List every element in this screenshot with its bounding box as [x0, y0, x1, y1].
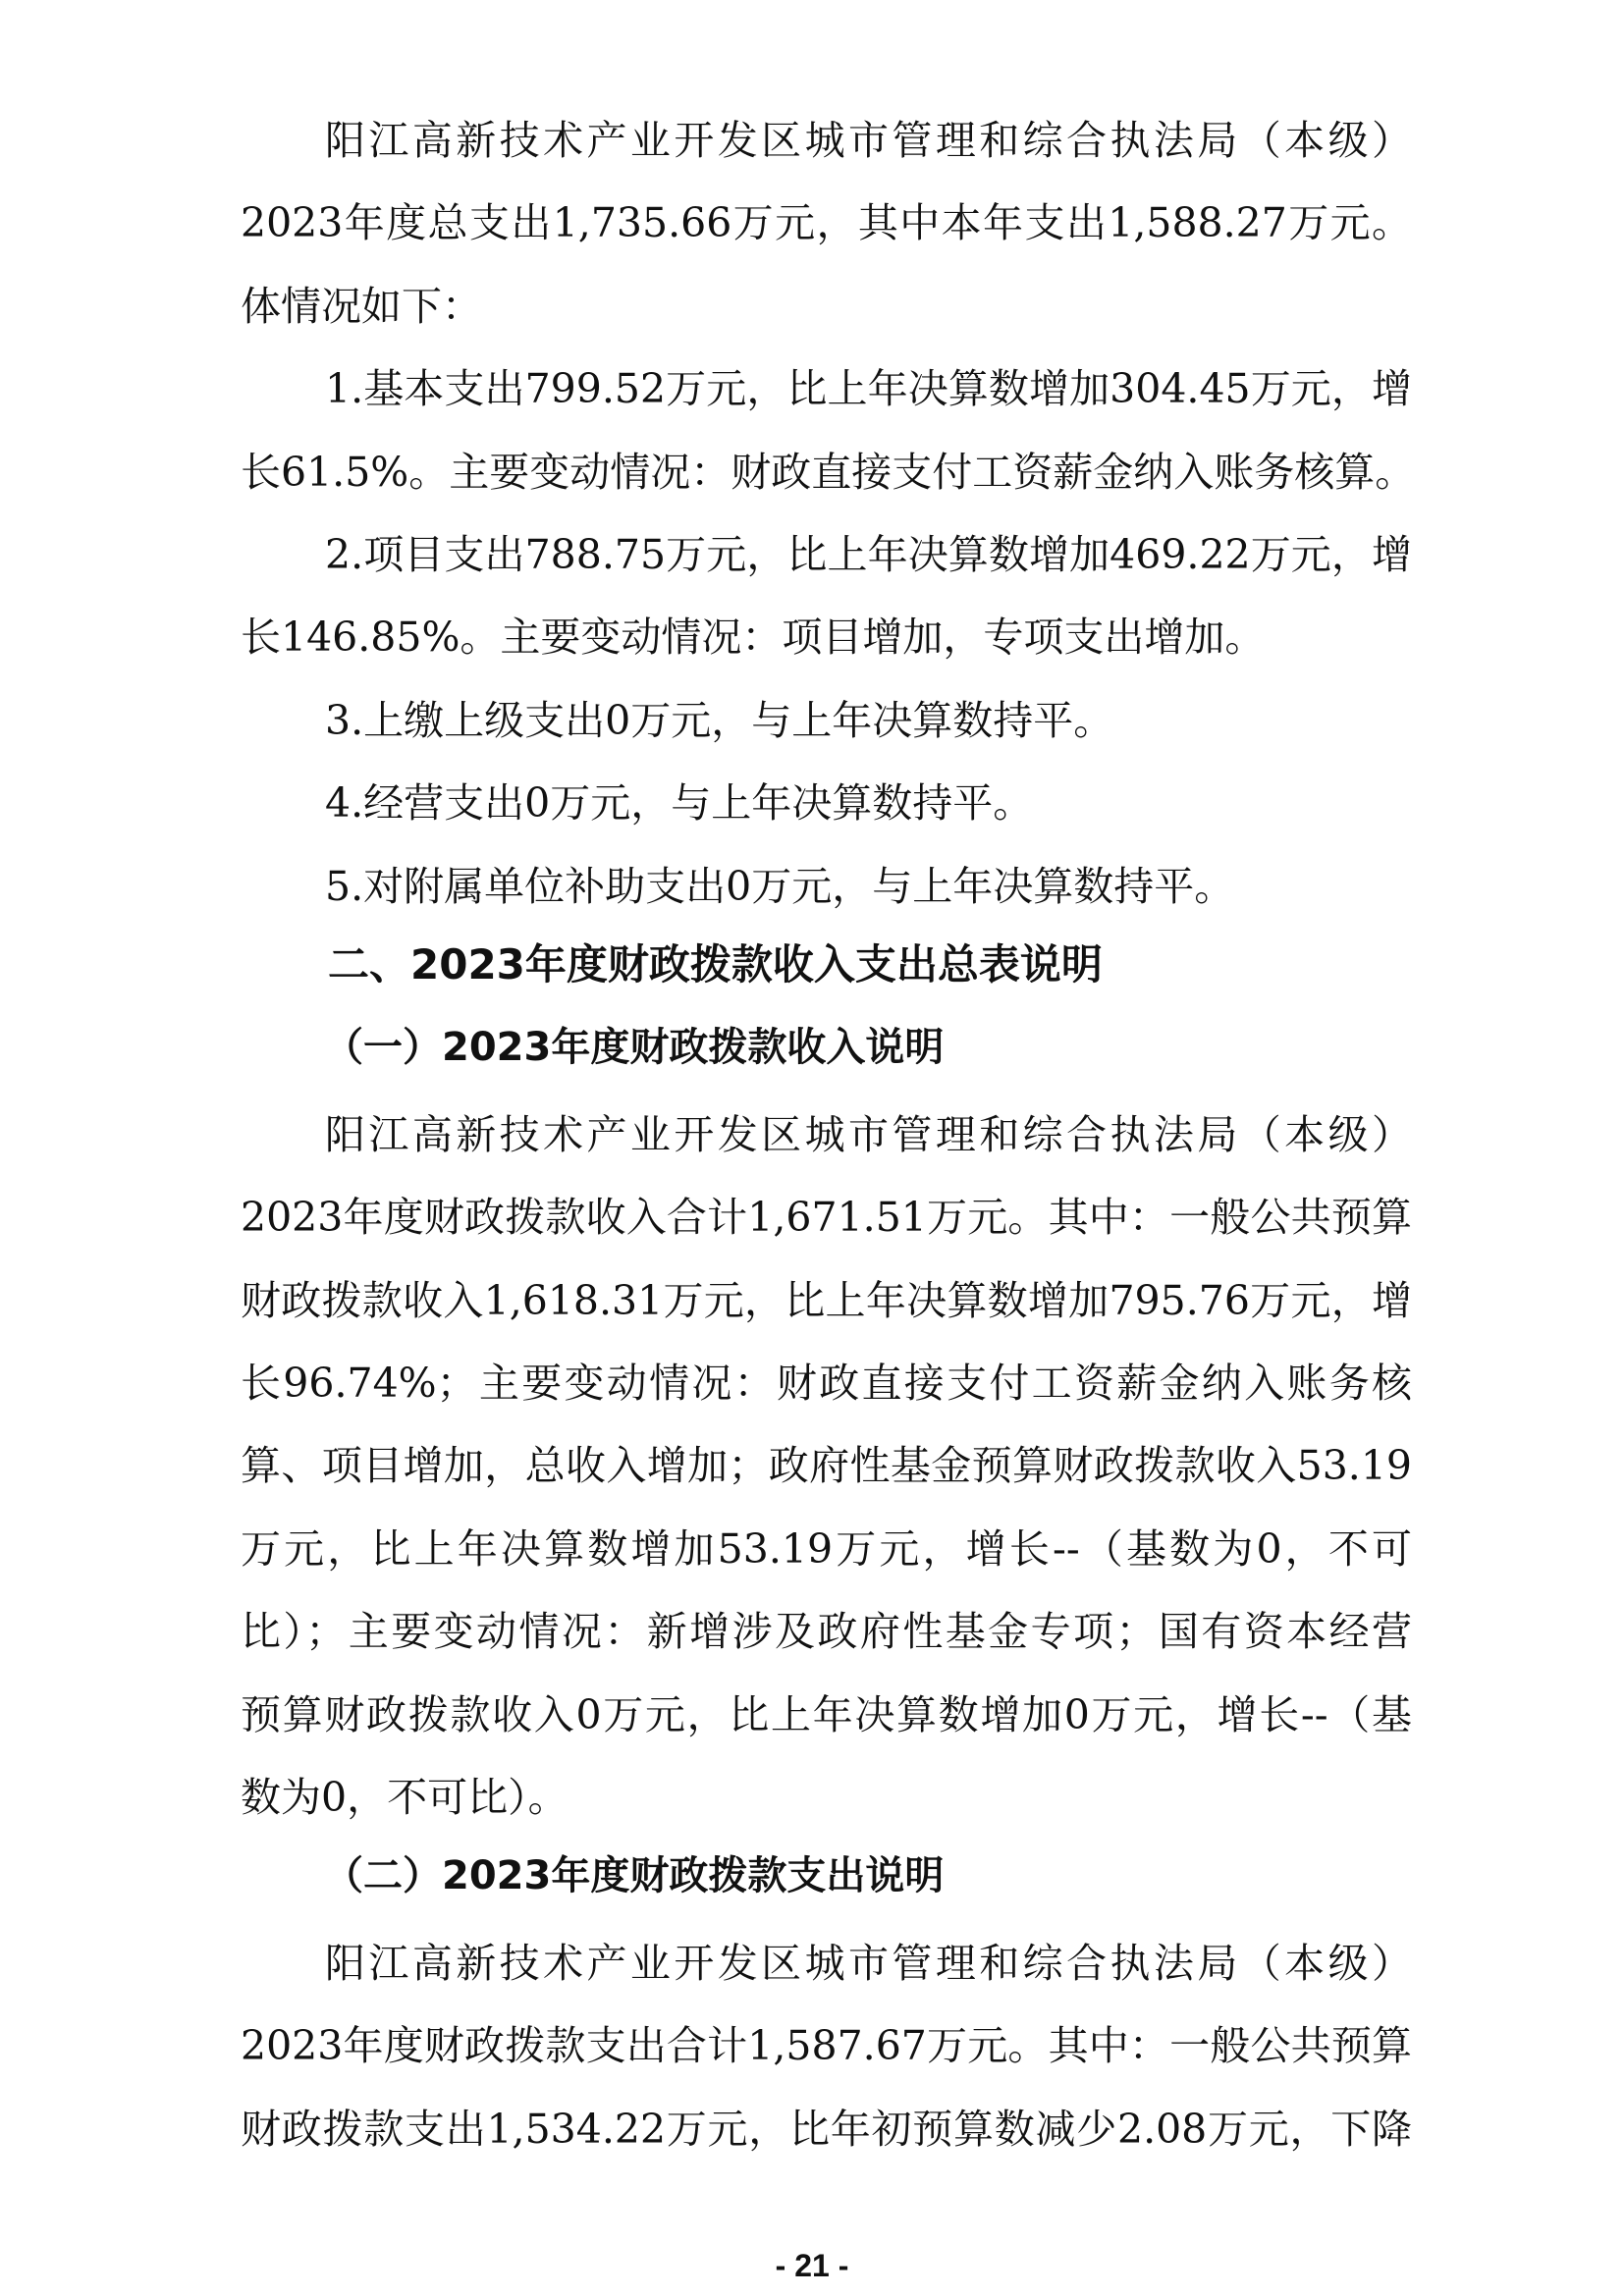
paragraph-line: 财政拨款支出1,534.22万元，比年初预算数减少2.08万元，下降 [241, 2105, 1412, 2153]
paragraph-line: 长96.74%；主要变动情况：财政直接支付工资薪金纳入账务核 [241, 1360, 1412, 1407]
paragraph-line: 体情况如下： [241, 282, 482, 330]
paragraph-line: 2023年度总支出1,735.66万元，其中本年支出1,588.27万元。 [241, 199, 1412, 247]
paragraph-first-line: 2.项目支出788.75万元，比上年决算数增加469.22万元，增 [325, 531, 1412, 578]
paragraph-line: 万元，比上年决算数增加53.19万元，增长--（基数为0，不可 [241, 1524, 1412, 1573]
section-heading: 二、2023年度财政拨款收入支出总表说明 [328, 940, 1103, 988]
subsection-heading: （一）2023年度财政拨款收入说明 [324, 1025, 945, 1071]
page-number: - 21 - [775, 2248, 849, 2283]
paragraph-line: 财政拨款收入1,618.31万元，比上年决算数增加795.76万元，增 [241, 1276, 1412, 1324]
paragraph-line: 预算财政拨款收入0万元，比上年决算数增加0万元，增长--（基 [241, 1690, 1412, 1738]
paragraph-first-line: 阳江高新技术产业开发区城市管理和综合执法局（本级） [325, 1939, 1412, 1987]
paragraph-line: 比）；主要变动情况：新增涉及政府性基金专项；国有资本经营 [241, 1608, 1412, 1656]
paragraph-line: 2023年度财政拨款收入合计1,671.51万元。其中：一般公共预算 [241, 1194, 1412, 1242]
paragraph-first-line: 阳江高新技术产业开发区城市管理和综合执法局（本级） [325, 1110, 1412, 1158]
paragraph-first-line: 4.经营支出0万元，与上年决算数持平。 [325, 779, 1034, 828]
paragraph-first-line: 5.对附属单位补助支出0万元，与上年决算数持平。 [325, 862, 1235, 910]
paragraph-line: 长61.5%。主要变动情况：财政直接支付工资薪金纳入账务核算。 [241, 448, 1416, 496]
paragraph-line: 2023年度财政拨款支出合计1,587.67万元。其中：一般公共预算 [241, 2022, 1412, 2070]
paragraph-first-line: 阳江高新技术产业开发区城市管理和综合执法局（本级） [325, 117, 1412, 164]
paragraph-line: 数为0，不可比）。 [241, 1774, 568, 1821]
subsection-heading: （二）2023年度财政拨款支出说明 [324, 1853, 945, 1899]
paragraph-line: 长146.85%。主要变动情况：项目增加，专项支出增加。 [241, 614, 1266, 662]
paragraph-first-line: 3.上缴上级支出0万元，与上年决算数持平。 [325, 696, 1114, 744]
paragraph-line: 算、项目增加，总收入增加；政府性基金预算财政拨款收入53.19 [241, 1442, 1412, 1490]
paragraph-first-line: 1.基本支出799.52万元，比上年决算数增加304.45万元，增 [325, 365, 1412, 413]
